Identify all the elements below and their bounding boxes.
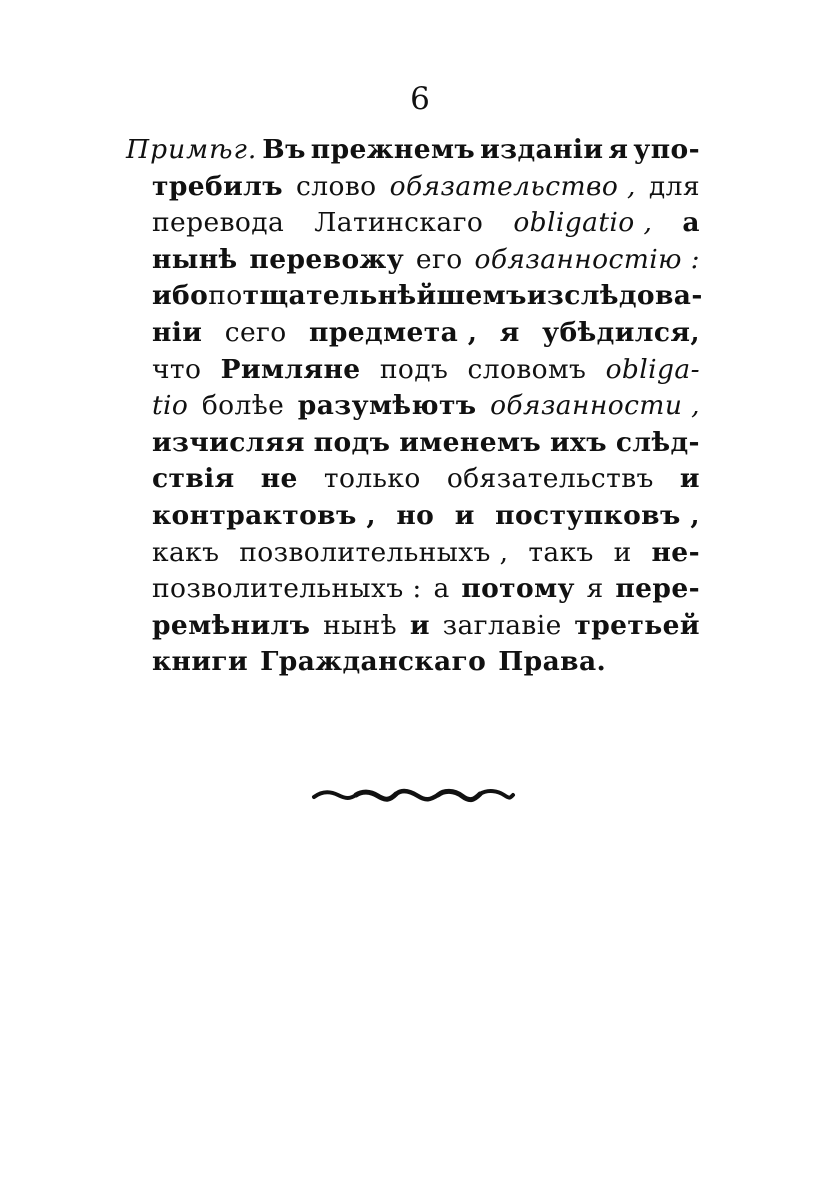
text-word: ихъ <box>550 426 607 458</box>
text-word: не <box>260 463 298 495</box>
text-word: упо- <box>633 134 700 165</box>
text-line <box>152 425 700 462</box>
text-word: а <box>682 207 700 239</box>
text-word: какъ <box>152 536 220 568</box>
page-number: 6 <box>410 81 430 117</box>
text-word: по <box>208 280 243 312</box>
text-word: требилъ <box>152 170 283 202</box>
text-line <box>152 352 700 389</box>
text-word: заглавіе <box>442 609 562 641</box>
text-word: что <box>152 353 202 385</box>
text-line <box>152 644 700 681</box>
text-word: тщательнѣйшемъ <box>242 280 527 312</box>
text-word: а <box>433 573 450 605</box>
text-word: потому <box>461 573 575 605</box>
text-word: обязательство , <box>389 170 636 202</box>
text-word: и <box>679 463 700 495</box>
text-line <box>152 315 700 352</box>
text-word: позволительныхъ , <box>239 536 509 568</box>
text-line <box>152 535 700 572</box>
text-word: только <box>323 463 421 495</box>
text-word: Латинскаго <box>314 207 484 239</box>
text-word: такъ <box>528 536 594 568</box>
text-word: obliga- <box>605 353 700 385</box>
text-line <box>152 608 700 645</box>
footnote-text <box>126 132 703 681</box>
wavy-dash-ornament-icon <box>310 780 516 808</box>
text-line <box>152 242 700 279</box>
text-word: разумѣютъ <box>297 390 477 422</box>
text-word: tio <box>152 390 189 422</box>
text-word: изчисляя <box>152 426 305 458</box>
text-word: болѣе <box>201 390 285 422</box>
text-word: книги <box>152 646 249 678</box>
text-word: пере- <box>615 573 700 605</box>
text-word: Римляне <box>220 353 361 385</box>
text-word: и <box>409 609 430 641</box>
text-word: третьей <box>574 609 700 641</box>
text-line <box>152 498 700 535</box>
text-word: обязательствъ <box>446 463 654 495</box>
text-word: поступковъ , <box>495 499 700 531</box>
note-label: Примѣг. <box>126 134 258 165</box>
text-word: я <box>608 134 629 165</box>
text-word: его <box>415 243 463 275</box>
text-word: ибо <box>152 280 209 312</box>
text-word: ніи <box>152 316 203 348</box>
text-line <box>152 278 703 315</box>
text-line <box>152 169 700 206</box>
text-word: я <box>586 573 604 605</box>
text-word: Гражданскаго <box>260 646 487 678</box>
text-word: нынѣ <box>323 609 398 641</box>
text-line <box>152 205 700 242</box>
text-word: слово <box>296 170 377 202</box>
text-word: ремѣнилъ <box>152 609 311 641</box>
text-word: и <box>454 499 475 531</box>
text-word: подъ <box>313 426 391 458</box>
text-word: позволительныхъ : <box>152 573 422 605</box>
text-word: прежнемъ <box>310 134 476 165</box>
text-word: обязанности , <box>490 390 700 422</box>
text-word: убѣдился, <box>542 316 700 348</box>
text-word: перевода <box>152 207 285 239</box>
text-word: подъ <box>379 353 449 385</box>
text-word: Права. <box>498 646 607 678</box>
text-word: я <box>499 316 520 348</box>
text-line <box>152 571 700 608</box>
text-word: нынѣ <box>152 243 238 275</box>
text-word: предмета , <box>309 316 478 348</box>
text-word: слѣд- <box>615 426 700 458</box>
text-word: обязанностію : <box>474 243 700 275</box>
text-word: и <box>613 536 632 568</box>
text-word: для <box>648 170 700 202</box>
text-word: ствія <box>152 463 235 495</box>
text-word: сего <box>224 316 287 348</box>
text-line <box>126 132 700 169</box>
text-word: перевожу <box>249 243 405 275</box>
text-word: словомъ <box>467 353 587 385</box>
text-word: Въ <box>262 134 306 165</box>
text-line <box>152 461 700 498</box>
text-word: но <box>396 499 435 531</box>
text-word: контрактовъ , <box>152 499 376 531</box>
text-word: именемъ <box>399 426 542 458</box>
text-word: изслѣдова- <box>526 280 703 312</box>
text-line <box>152 388 700 425</box>
text-word: не- <box>651 536 700 568</box>
text-word: изданіи <box>480 134 604 165</box>
text-word: obligatio , <box>513 207 653 239</box>
